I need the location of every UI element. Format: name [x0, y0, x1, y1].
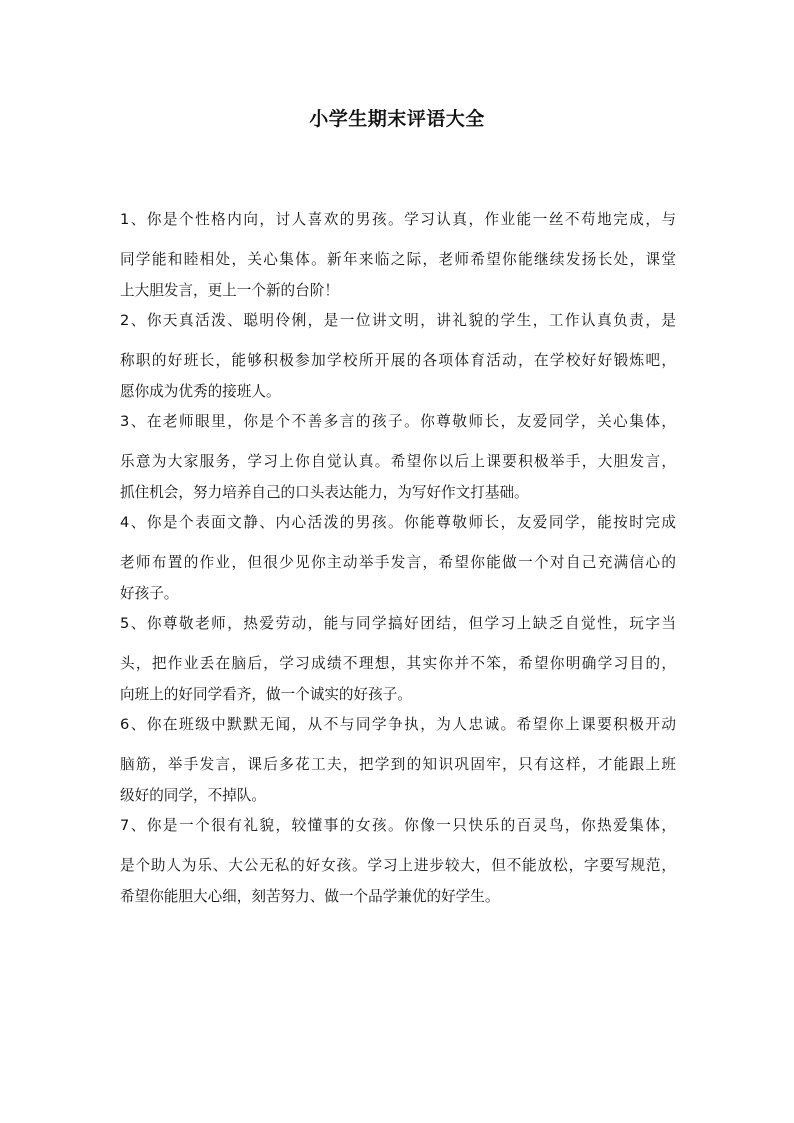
page-title: 小学生期末评语大全 — [309, 108, 485, 130]
comment-line: 上大胆发言，更上一个新的台阶！ — [120, 282, 339, 299]
comment-item — [120, 715, 676, 806]
comment-line: 老师布置的作业，但很少见你主动举手发言，希望你能做一个对自己充满信心的 — [120, 554, 676, 571]
comments-list — [120, 210, 676, 917]
comment-line: 1、你是个性格内向，讨人喜欢的男孩。学习认真，作业能一丝不苟地完成，与 — [120, 211, 676, 228]
comment-item — [120, 412, 676, 503]
comment-item — [120, 513, 676, 604]
comment-line: 头，把作业丢在脑后，学习成绩不理想，其实你并不笨，希望你明确学习目的， — [120, 655, 676, 672]
comment-item — [120, 311, 676, 402]
comment-line: 4、你是个表面文静、内心活泼的男孩。你能尊敬师长，友爱同学，能按时完成 — [120, 514, 676, 531]
comment-item — [120, 816, 676, 907]
comment-item — [120, 614, 676, 705]
comment-line: 称职的好班长，能够积极参加学校所开展的各项体育活动，在学校好好锻炼吧， — [120, 352, 676, 369]
comment-line: 希望你能胆大心细，刻苦努力、做一个品学兼优的好学生。 — [120, 888, 500, 905]
comment-line: 乐意为大家服务，学习上你自觉认真。希望你以后上课要积极举手，大胆发言， — [120, 453, 676, 470]
comment-line: 2、你天真活泼、聪明伶俐，是一位讲文明，讲礼貌的学生，工作认真负责，是 — [120, 312, 676, 329]
comment-line: 3、在老师眼里，你是个不善多言的孩子。你尊敬师长，友爱同学，关心集体， — [120, 413, 676, 430]
comment-line: 愿你成为优秀的接班人。 — [120, 383, 281, 400]
comment-line: 6、你在班级中默默无闻，从不与同学争执，为人忠诚。希望你上课要积极开动 — [120, 716, 676, 733]
comment-line: 好孩子。 — [120, 585, 179, 602]
comment-line: 是个助人为乐、大公无私的好女孩。学习上进步较大，但不能放松，字要写规范， — [120, 857, 676, 874]
comment-line: 同学能和睦相处，关心集体。新年来临之际，老师希望你能继续发扬长处，课堂 — [120, 251, 676, 268]
comment-line: 抓住机会，努力培养自己的口头表达能力，为写好作文打基础。 — [120, 484, 529, 501]
comment-line: 7、你是一个很有礼貌，较懂事的女孩。你像一只快乐的百灵鸟，你热爱集体， — [120, 817, 676, 834]
comment-line: 脑筋，举手发言，课后多花工夫，把学到的知识巩固牢，只有这样，才能跟上班 — [120, 756, 676, 773]
comment-line: 向班上的好同学看齐，做一个诚实的好孩子。 — [120, 686, 412, 703]
comment-item — [120, 210, 676, 301]
comment-line: 级好的同学，不掉队。 — [120, 787, 266, 804]
comment-line: 5、你尊敬老师，热爱劳动，能与同学搞好团结，但学习上缺乏自觉性，玩字当 — [120, 615, 676, 632]
